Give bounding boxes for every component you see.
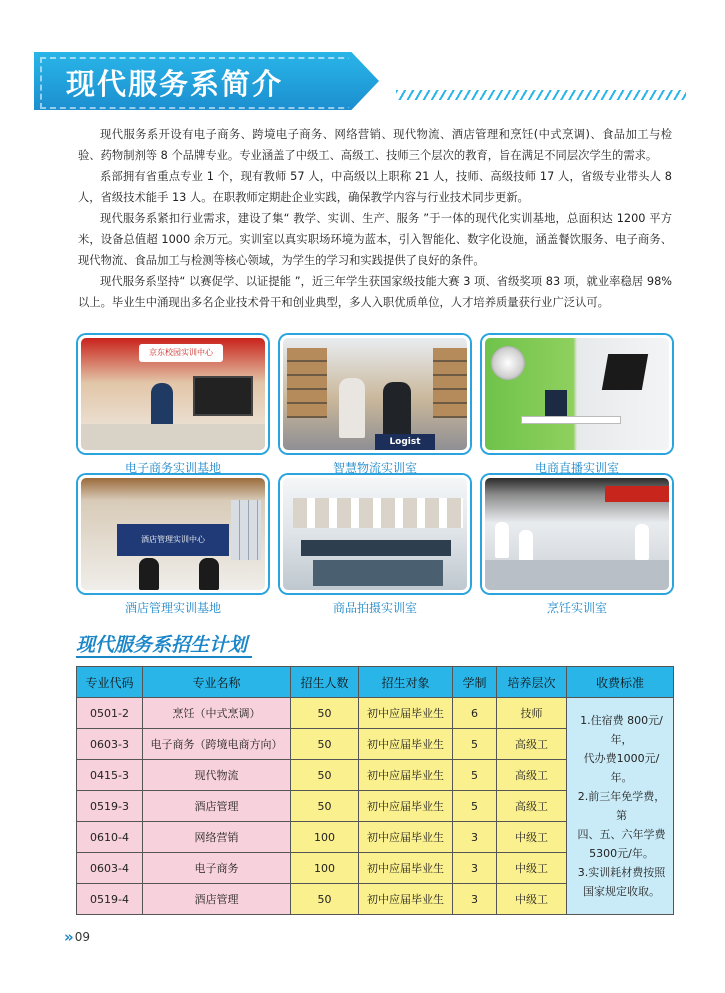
header-target: 招生对象 xyxy=(359,667,453,698)
intro-paragraph: 现代服务系开设有电子商务、跨境电子商务、网络营销、现代物流、酒店管理和烹饪(中式烹调)、食品加工与检验、药物制剂等 8 个品牌专业。专业涵盖了中级工、高级工、技师三个层次的教育，旨在满足不同层次学生的需求。 xyxy=(78,128,672,162)
cell-target: 初中应届毕业生 xyxy=(359,791,453,822)
table-row xyxy=(77,698,674,729)
counter-shape xyxy=(485,560,669,590)
person-shape xyxy=(383,382,411,440)
cell-level: 中级工 xyxy=(497,822,567,853)
photo-logistics xyxy=(280,335,470,453)
photo-live-streaming xyxy=(482,335,672,453)
cell-name: 电子商务 xyxy=(143,853,291,884)
header-code: 专业代码 xyxy=(77,667,143,698)
caption-ecommerce-base: 电子商务实训基地 xyxy=(124,461,221,475)
fee-line: 国家规定收取。 xyxy=(583,885,660,898)
cell-years: 5 xyxy=(453,760,497,791)
cell-level: 中级工 xyxy=(497,884,567,915)
cell-code: 0519-3 xyxy=(77,791,143,822)
monitor-shape xyxy=(193,376,253,416)
header-level: 培养层次 xyxy=(497,667,567,698)
logistics-sign: Logist xyxy=(375,434,435,450)
cell-code: 0603-3 xyxy=(77,729,143,760)
person-shape xyxy=(139,558,159,590)
page-title: 现代服务系简介 xyxy=(66,67,284,101)
cell-years: 3 xyxy=(453,822,497,853)
softbox-shape xyxy=(602,354,648,390)
cell-name: 现代物流 xyxy=(143,760,291,791)
enrollment-plan-title: 现代服务系招生计划 xyxy=(76,634,248,656)
photo-cooking xyxy=(482,475,672,593)
header-banner xyxy=(34,52,694,110)
cell-target: 初中应届毕业生 xyxy=(359,729,453,760)
cell-target: 初中应届毕业生 xyxy=(359,853,453,884)
intro-text xyxy=(78,124,672,313)
cell-level: 技师 xyxy=(497,698,567,729)
title-underline xyxy=(76,656,252,658)
cell-code: 0519-4 xyxy=(77,884,143,915)
caption-logistics: 智慧物流实训室 xyxy=(332,461,417,475)
workbench-shape xyxy=(301,540,451,556)
backdrop-shape xyxy=(293,498,463,528)
cell-count: 50 xyxy=(291,791,359,822)
chef-shape xyxy=(635,524,649,560)
cell-count: 100 xyxy=(291,853,359,884)
cell-fee-standard xyxy=(567,698,674,915)
cell-count: 50 xyxy=(291,760,359,791)
cell-name: 酒店管理 xyxy=(143,884,291,915)
cell-count: 50 xyxy=(291,884,359,915)
cell-level: 高级工 xyxy=(497,760,567,791)
cell-target: 初中应届毕业生 xyxy=(359,760,453,791)
chef-shape xyxy=(519,530,533,562)
ring-light-shape xyxy=(491,346,525,380)
cell-code: 0501-2 xyxy=(77,698,143,729)
cell-code: 0610-4 xyxy=(77,822,143,853)
caption-product-shooting: 商品拍摄实训室 xyxy=(332,601,417,615)
photo-product-shooting xyxy=(280,475,470,593)
enrollment-table xyxy=(76,666,674,915)
hotel-sign: 酒店管理实训中心 xyxy=(117,524,229,556)
photo-hotel-management xyxy=(78,475,268,593)
header-name: 专业名称 xyxy=(143,667,291,698)
banner-stripes-decoration xyxy=(396,90,686,100)
table-header-row xyxy=(77,667,674,698)
caption-live-streaming: 电商直播实训室 xyxy=(534,461,619,475)
workbench-shape xyxy=(313,560,443,586)
shelf-shape xyxy=(287,348,327,418)
cell-level: 中级工 xyxy=(497,853,567,884)
double-chevron-icon: » xyxy=(64,928,71,946)
product-shape xyxy=(545,390,567,416)
page-footer xyxy=(64,928,90,946)
cell-count: 50 xyxy=(291,729,359,760)
cell-years: 3 xyxy=(453,853,497,884)
person-shape xyxy=(339,378,365,438)
window-shape xyxy=(231,500,261,560)
fee-line: 代办费1000元/年。 xyxy=(583,752,660,784)
cell-years: 5 xyxy=(453,791,497,822)
cell-target: 初中应届毕业生 xyxy=(359,822,453,853)
fee-line: 1.住宿费 800元/年， xyxy=(580,714,663,746)
intro-paragraph: 现代服务系坚持“ 以赛促学、以证提能 ”，近三年学生获国家级技能大赛 3 项、省级奖项 83 项，就业率稳居 98% 以上。毕业生中涌现出多名企业技术骨干和创业典型，多人入职优质单位，人才培养质量获行业广泛认可。 xyxy=(78,275,672,309)
fee-line: 四、五、六年学费 xyxy=(577,828,666,841)
cell-name: 烹饪（中式烹调） xyxy=(143,698,291,729)
intro-paragraph: 系部拥有省重点专业 1 个，现有教师 57 人，中高级以上职称 21 人，技师、高级技师 17 人，省级专业带头人 8 人，省级技术能手 13 人。在职教师定期赴企业实践，确保教学内容与行业技术同步更新。 xyxy=(78,170,672,204)
cell-name: 酒店管理 xyxy=(143,791,291,822)
desk-shape xyxy=(81,424,265,450)
jd-sign: 京东校园实训中心 xyxy=(139,344,223,362)
cell-level: 高级工 xyxy=(497,729,567,760)
caption-cooking: 烹饪实训室 xyxy=(546,601,607,615)
cell-years: 6 xyxy=(453,698,497,729)
cell-name: 网络营销 xyxy=(143,822,291,853)
header-count: 招生人数 xyxy=(291,667,359,698)
caption-hotel-management: 酒店管理实训基地 xyxy=(124,601,221,615)
cell-target: 初中应届毕业生 xyxy=(359,698,453,729)
cell-target: 初中应届毕业生 xyxy=(359,884,453,915)
fee-line: 2.前三年免学费，第 xyxy=(577,790,666,822)
chef-shape xyxy=(495,522,509,558)
cell-count: 50 xyxy=(291,698,359,729)
photo-ecommerce-base xyxy=(78,335,268,453)
cell-code: 0415-3 xyxy=(77,760,143,791)
intro-paragraph: 现代服务系紧扣行业需求，建设了集“ 教学、实训、生产、服务 ”于一体的现代化实训基地，总面积达 1200 平方米，设备总值超 1000 余万元。实训室以真实职场环境为蓝本，引入智能化、数字化设施，涵盖餐饮服务、电子商务、现代物流、食品加工与检测等核心领域，为学生的学习和实践提供了良好的条件。 xyxy=(78,212,672,267)
cell-count: 100 xyxy=(291,822,359,853)
cell-years: 3 xyxy=(453,884,497,915)
fee-line: 5300元/年。 xyxy=(589,847,654,860)
person-shape xyxy=(199,558,219,590)
cell-code: 0603-4 xyxy=(77,853,143,884)
cell-name: 电子商务（跨境电商方向） xyxy=(143,729,291,760)
cell-level: 高级工 xyxy=(497,791,567,822)
cell-years: 5 xyxy=(453,729,497,760)
header-years: 学制 xyxy=(453,667,497,698)
banner-shape xyxy=(605,486,669,502)
header-fee: 收费标准 xyxy=(567,667,674,698)
shelf-shape xyxy=(433,348,469,418)
table-shape xyxy=(521,416,621,424)
page-number: 09 xyxy=(74,930,90,944)
fee-line: 3.实训耗材费按照 xyxy=(577,866,666,879)
